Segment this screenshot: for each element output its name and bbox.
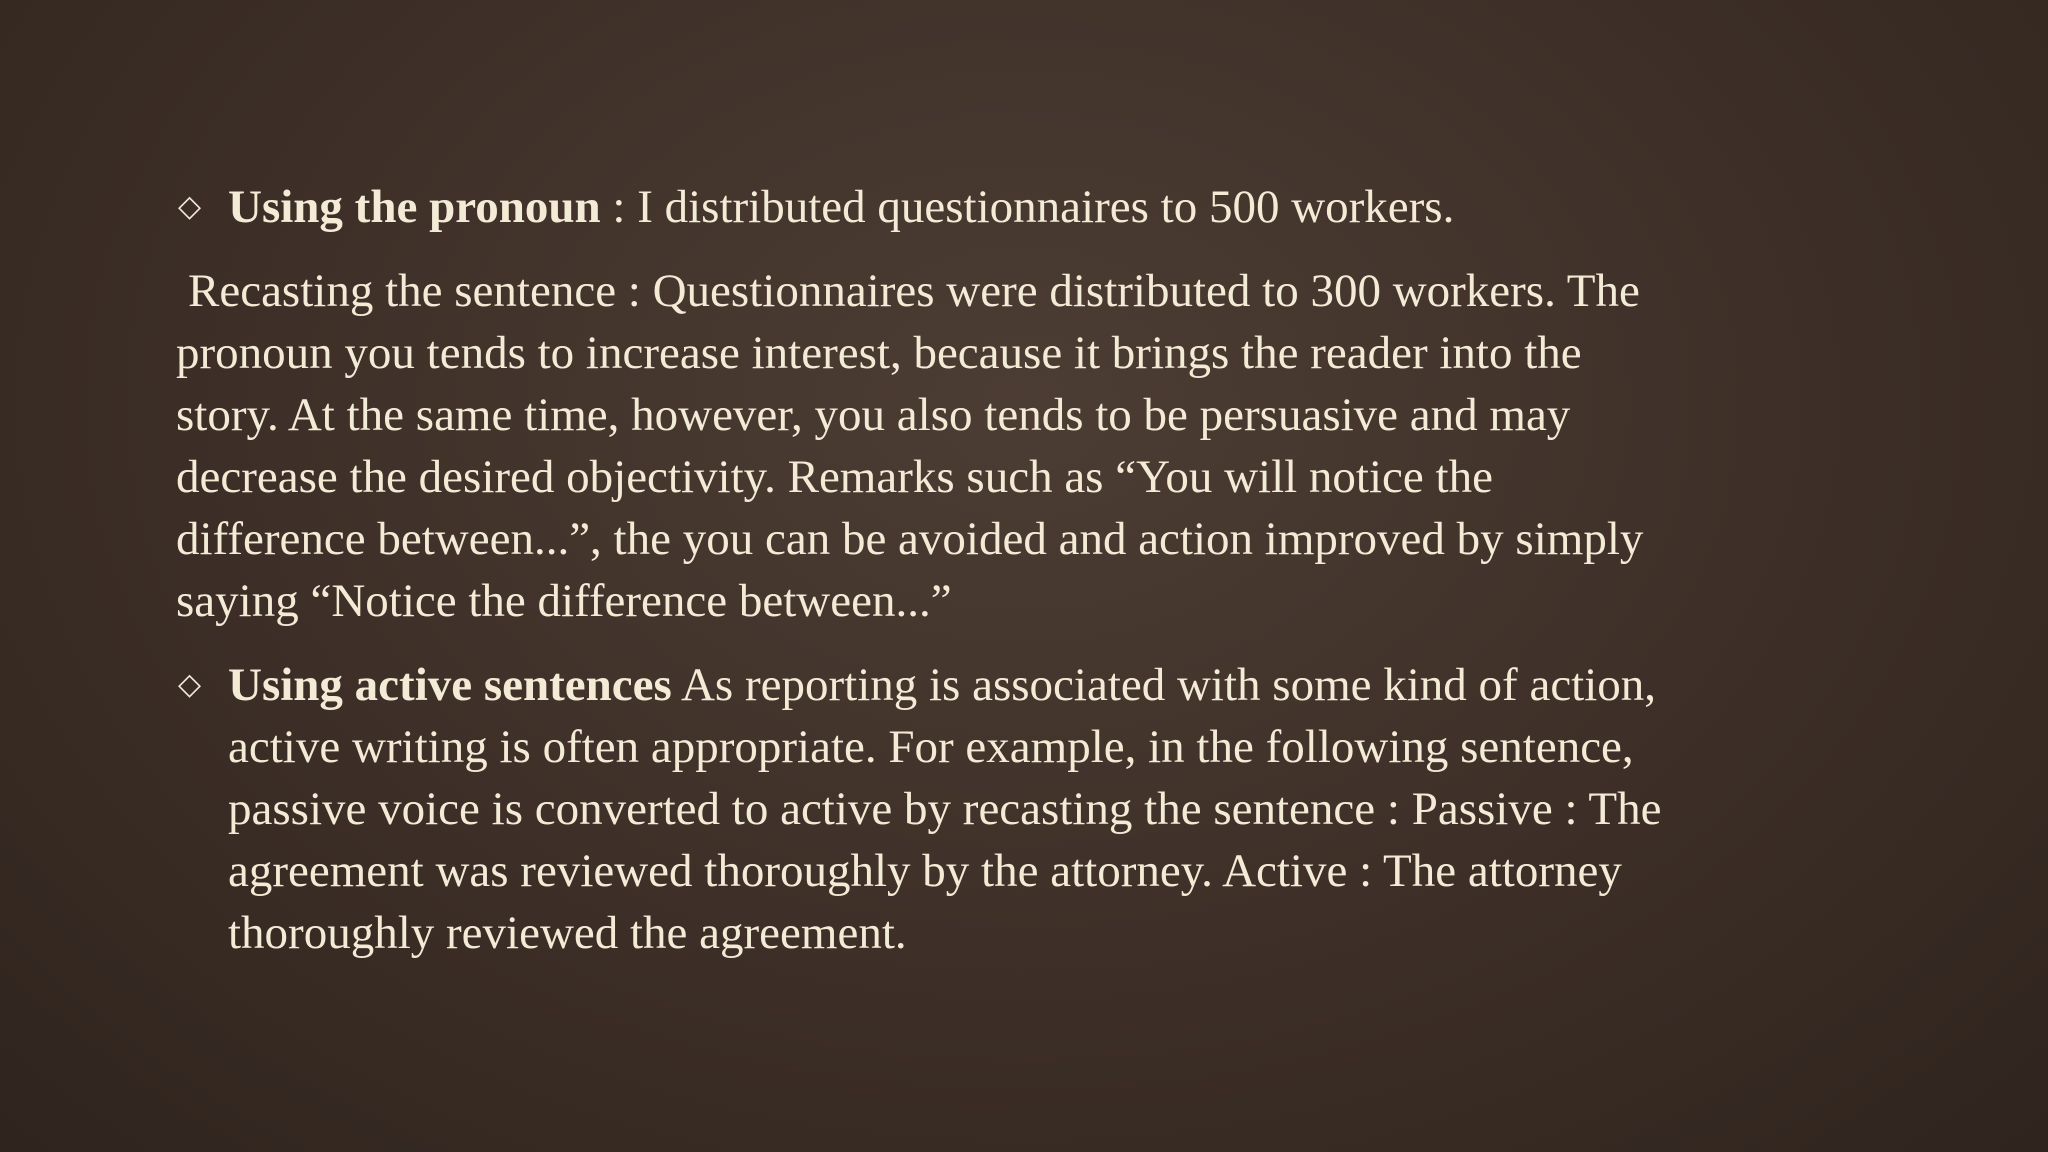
bullet-pronoun [176,176,1896,238]
bullet-active-line: thoroughly reviewed the agreement. [228,907,907,959]
explanation-line: saying “Notice the difference between...” [176,575,952,627]
bullet-pronoun-text: : I distributed questionnaires to 500 workers. [600,181,1455,233]
bullet-active-text: As reporting is associated with some kind of action, [671,659,1657,711]
explanation-line: decrease the desired objectivity. Remarks such as “You will notice the [176,451,1493,503]
bullet-pronoun-line [228,176,1896,238]
bullet-active-line: passive voice is converted to active by recasting the sentence : Passive : The [228,783,1662,835]
bullet-pronoun-heading: Using the pronoun [228,181,601,233]
slide-body [176,176,1896,964]
diamond-bullet-icon: ◇ [178,668,202,701]
pronoun-explanation [176,260,1896,632]
diamond-bullet-icon: ◇ [178,190,202,223]
bullet-active-line: active writing is often appropriate. For example, in the following sentence, [228,721,1634,773]
bullet-active-heading: Using active sentences [228,659,672,711]
explanation-line: Recasting the sentence : Questionnaires were distributed to 300 workers. The [188,265,1640,317]
bullet-active-sentences [176,654,1896,964]
explanation-line: difference between...”, the you can be avoided and action improved by simply [176,513,1644,565]
bullet-active-first-line [228,654,1896,716]
explanation-line: pronoun you tends to increase interest, because it brings the reader into the [176,327,1582,379]
bullet-active-line: agreement was reviewed thoroughly by the attorney. Active : The attorney [228,845,1622,897]
explanation-line: story. At the same time, however, you also tends to be persuasive and may [176,389,1571,441]
